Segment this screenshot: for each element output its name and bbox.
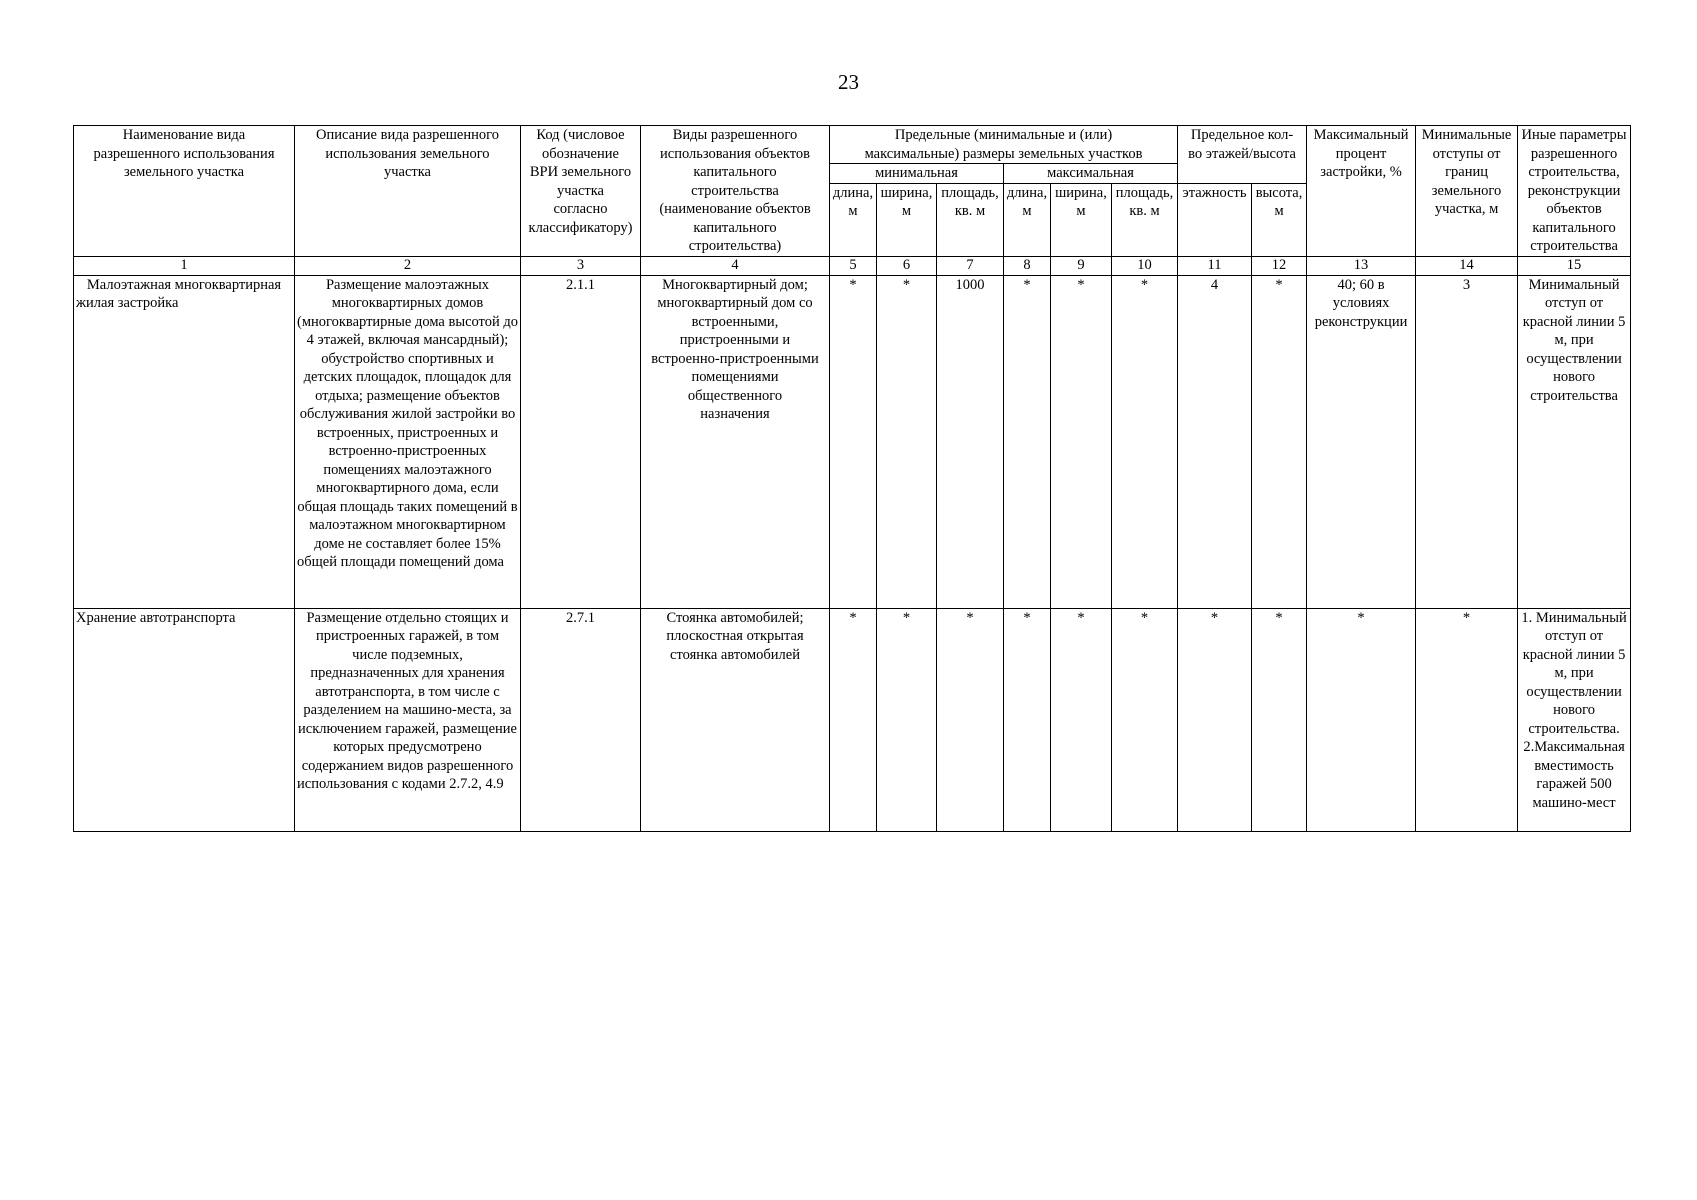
min-area-value: 1000 <box>937 275 1004 608</box>
column-number: 1 <box>74 256 295 275</box>
height-value: * <box>1252 275 1307 608</box>
land-use-name: Малоэтажная многоквартирная жилая застройка <box>74 275 295 608</box>
header-max-length: длина, м <box>1004 183 1051 256</box>
min-setback-value: 3 <box>1416 275 1518 608</box>
other-parameters-value: Минимальный отступ от красной линии 5 м, при осуществлении нового строительства <box>1518 275 1631 608</box>
capital-objects: Стоянка автомобилей; плоскостная открытая стоянка автомобилей <box>641 608 830 831</box>
min-width-value: * <box>877 608 937 831</box>
column-number: 15 <box>1518 256 1631 275</box>
min-width-value: * <box>877 275 937 608</box>
header-min-setbacks: Минимальные отступы от границ земельного участка, м <box>1416 126 1518 257</box>
header-code: Код (числовое обозначение ВРИ земельного участка согласно классификатору) <box>521 126 641 257</box>
land-use-description: Размещение отдельно стоящих и пристроенных гаражей, в том числе подземных, предназначенных для хранения автотранспорта, в том числе с разделением на машино-места, за исключением гаражей, размещение которых предусмотрено содержанием видов разрешенного использования с кодами 2.7.2, 4.9 <box>295 608 521 831</box>
other-parameters-value: 1. Минимальный отступ от красной линии 5 м, при осуществлении нового строительства. 2.Максимальная вместимость гаражей 500 машино-мест <box>1518 608 1631 831</box>
max-width-value: * <box>1051 275 1112 608</box>
max-area-value: * <box>1112 608 1178 831</box>
header-plot-size-limits: Предельные (минимальные и (или) максимальные) размеры земельных участков <box>830 126 1178 164</box>
column-number: 8 <box>1004 256 1051 275</box>
header-other-parameters: Иные параметры разрешенного строительства, реконструкции объектов капитального строительства <box>1518 126 1631 257</box>
max-coverage-value: 40; 60 в условиях реконструкции <box>1307 275 1416 608</box>
min-area-value: * <box>937 608 1004 831</box>
header-min-width: ширина, м <box>877 183 937 256</box>
header-min-length: длина, м <box>830 183 877 256</box>
column-number: 13 <box>1307 256 1416 275</box>
header-capital-objects: Виды разрешенного использования объектов капитального строительства (наименование объектов капитального строительства) <box>641 126 830 257</box>
max-length-value: * <box>1004 275 1051 608</box>
floor-count-value: * <box>1178 608 1252 831</box>
column-number: 3 <box>521 256 641 275</box>
floor-count-value: 4 <box>1178 275 1252 608</box>
column-number: 7 <box>937 256 1004 275</box>
header-land-use-name: Наименование вида разрешенного использования земельного участка <box>74 126 295 257</box>
table-row <box>74 608 1631 831</box>
header-max-width: ширина, м <box>1051 183 1112 256</box>
column-number: 5 <box>830 256 877 275</box>
max-length-value: * <box>1004 608 1051 831</box>
header-height: высота, м <box>1252 183 1307 256</box>
land-use-code: 2.1.1 <box>521 275 641 608</box>
land-use-name: Хранение автотранспорта <box>74 608 295 831</box>
max-area-value: * <box>1112 275 1178 608</box>
column-number: 10 <box>1112 256 1178 275</box>
min-length-value: * <box>830 275 877 608</box>
header-minimum: минимальная <box>830 164 1004 184</box>
header-max-area: площадь, кв. м <box>1112 183 1178 256</box>
column-number-row <box>74 256 1631 275</box>
column-number: 4 <box>641 256 830 275</box>
column-number: 6 <box>877 256 937 275</box>
header-maximum: максимальная <box>1004 164 1178 184</box>
land-use-table <box>73 125 1631 832</box>
capital-objects: Многоквартирный дом; многоквартирный дом со встроенными, пристроенными и встроенно-пристроенными помещениями общественного назначения <box>641 275 830 608</box>
header-floor-count: этажность <box>1178 183 1252 256</box>
column-number: 2 <box>295 256 521 275</box>
column-number: 14 <box>1416 256 1518 275</box>
max-width-value: * <box>1051 608 1112 831</box>
land-use-description: Размещение малоэтажных многоквартирных домов (многоквартирные дома высотой до 4 этажей, включая мансардный); обустройство спортивных и детских площадок, площадок для отдыха; размещение объектов обслуживания жилой застройки во встроенных, пристроенных и встроенно-пристроенных помещениях малоэтажного многоквартирного дома, если общая площадь таких помещений в малоэтажном многоквартирном доме не составляет более 15% общей площади помещений дома <box>295 275 521 608</box>
header-min-area: площадь, кв. м <box>937 183 1004 256</box>
column-number: 9 <box>1051 256 1112 275</box>
min-length-value: * <box>830 608 877 831</box>
header-floors-height: Предельное кол- во этажей/высота <box>1178 126 1307 184</box>
table-row <box>74 275 1631 608</box>
page-number: 23 <box>838 70 859 94</box>
column-number: 12 <box>1252 256 1307 275</box>
min-setback-value: * <box>1416 608 1518 831</box>
height-value: * <box>1252 608 1307 831</box>
header-max-coverage: Максимальный процент застройки, % <box>1307 126 1416 257</box>
land-use-code: 2.7.1 <box>521 608 641 831</box>
max-coverage-value: * <box>1307 608 1416 831</box>
column-number: 11 <box>1178 256 1252 275</box>
header-description: Описание вида разрешенного использования земельного участка <box>295 126 521 257</box>
